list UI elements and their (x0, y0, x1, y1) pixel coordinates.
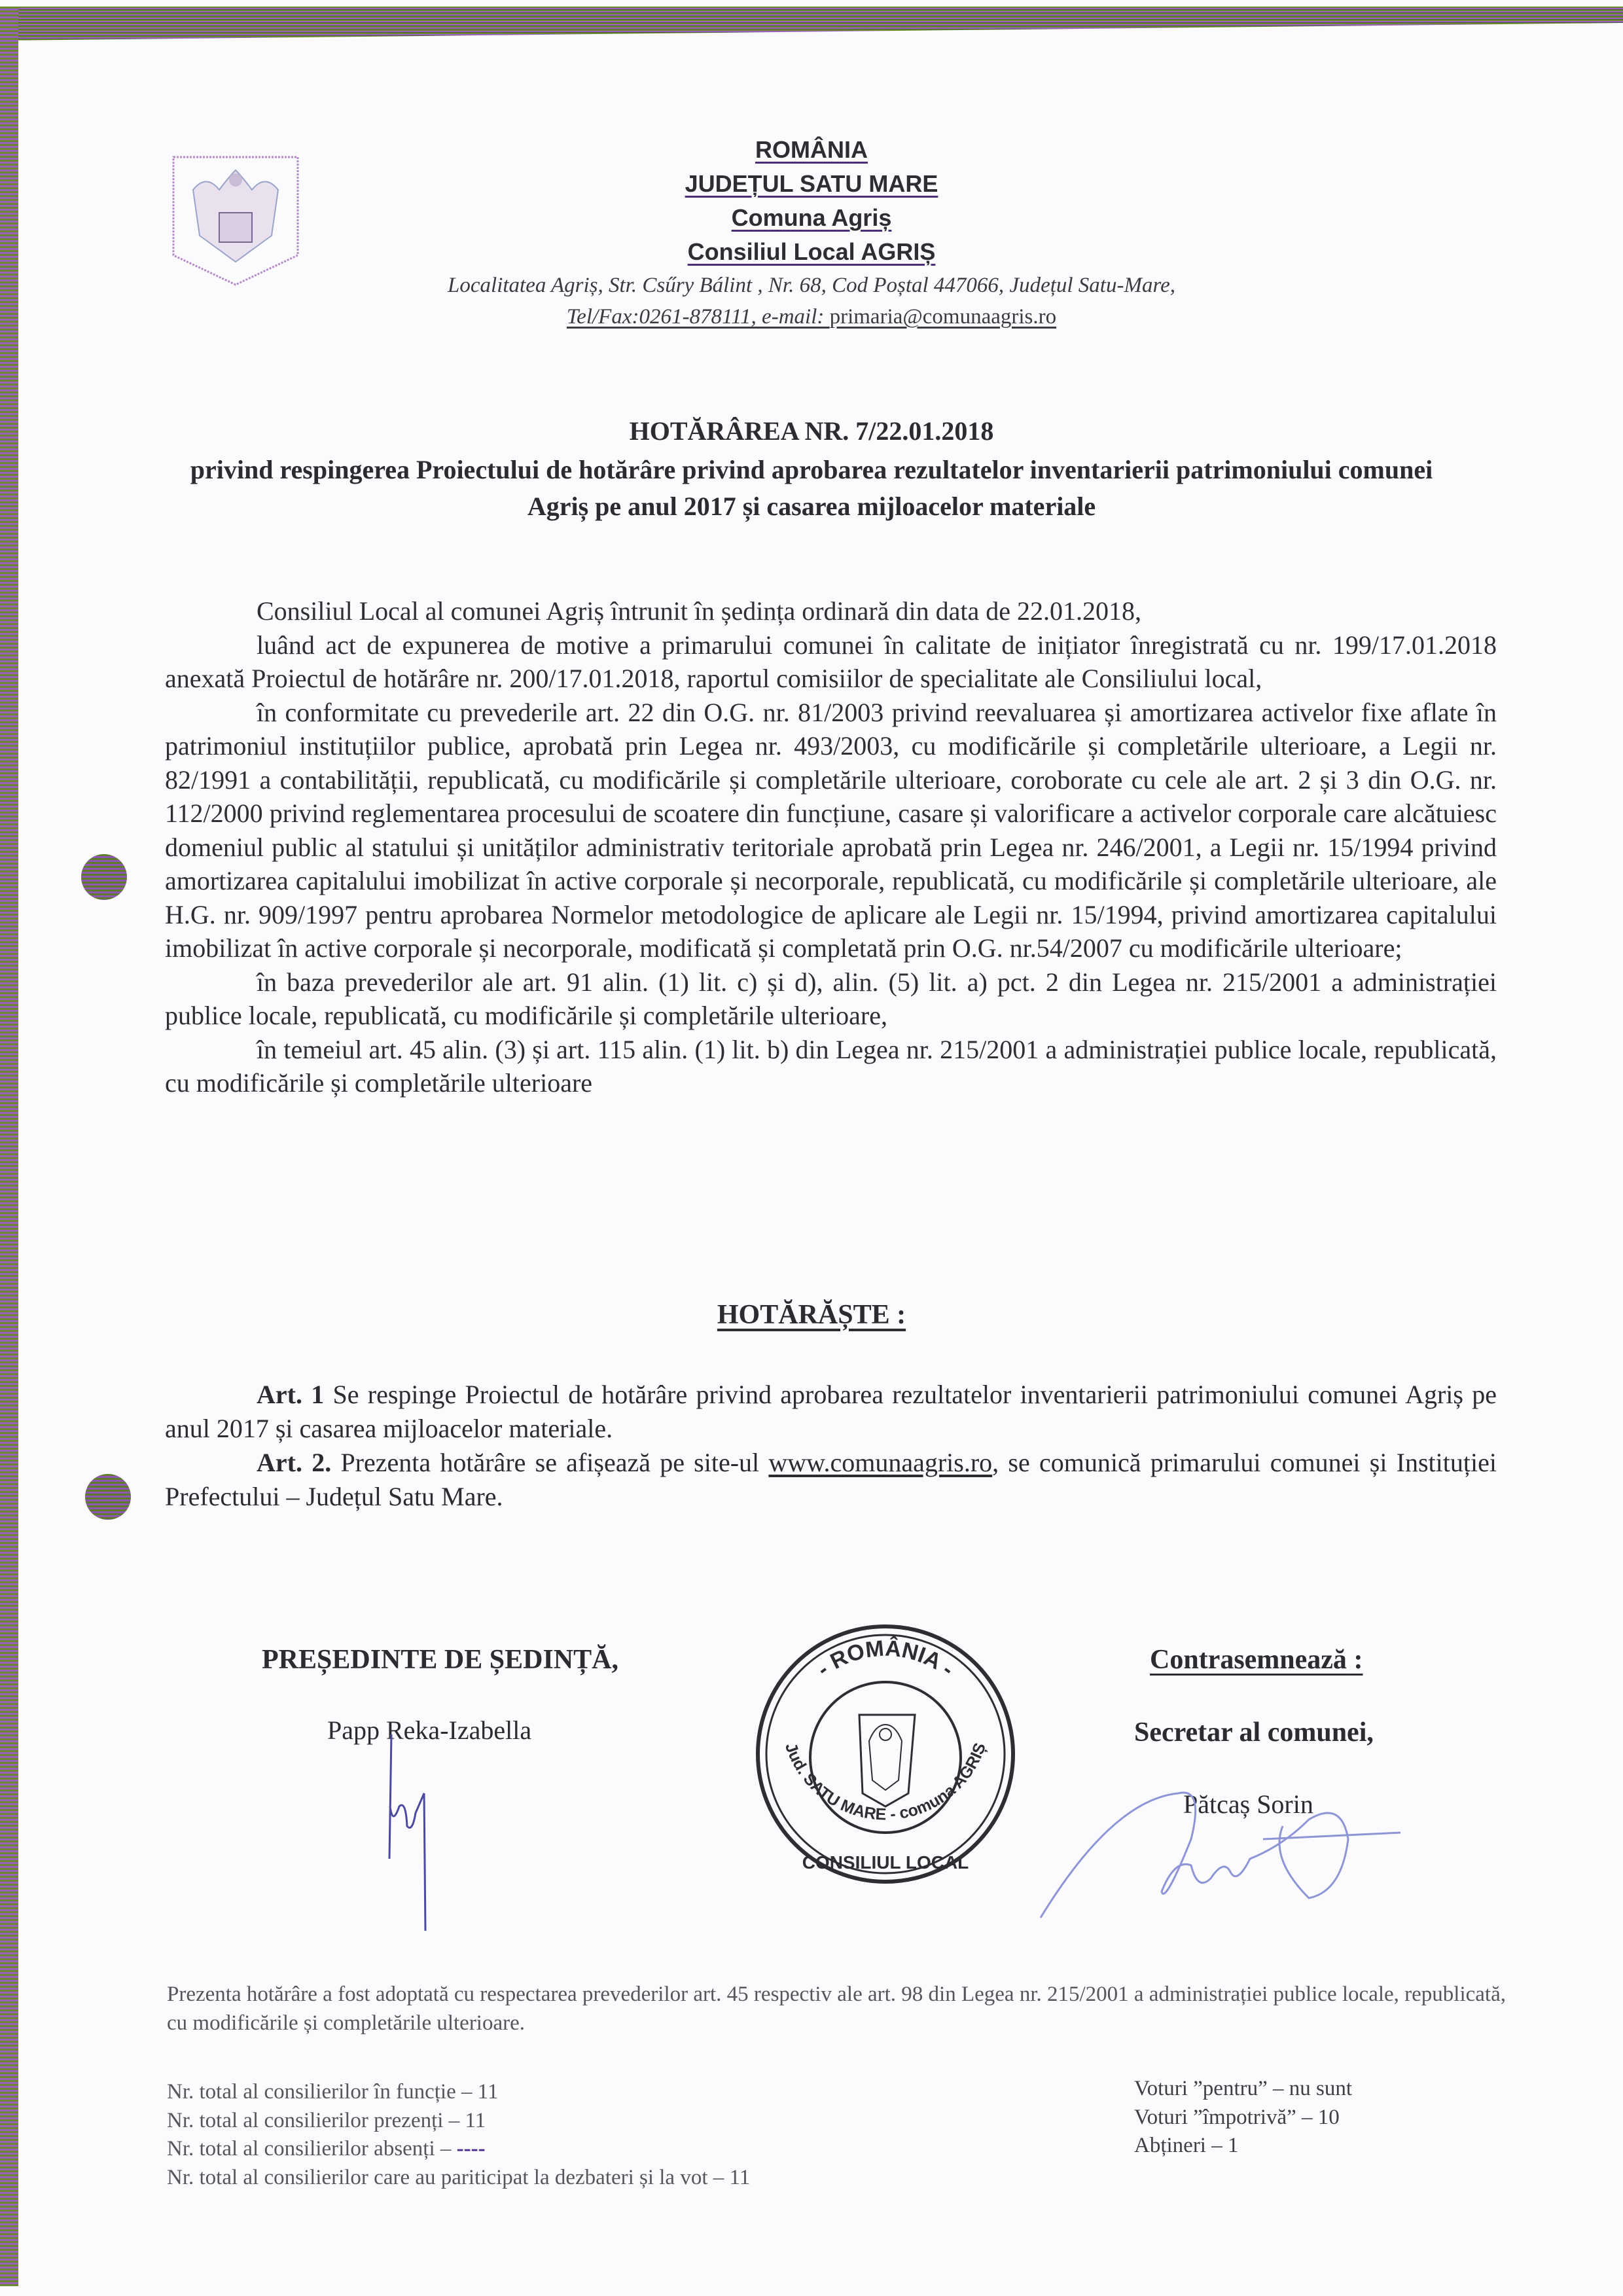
scan-edge-left (0, 7, 18, 2286)
scan-edge-top (0, 7, 1623, 41)
preamble-paragraph: în conformitate cu prevederile art. 22 din O.G. nr. 81/2003 privind reevaluarea și amortizarea activelor fixe aflate în patrimoniul instituțiilor publice, aprobată prin Legea nr. 493/2003, cu modificările și completările ulterioare, a Legii nr. 82/1991 a contabilității, republicată, cu modificările și completările ulterioare, coroborate cu cele ale art. 2 și 3 din O.G. nr. 112/2000 privind reglementarea procesului de scoatere din funcțiune, casare și valorificare a activelor corporale care alcătuiesc domeniul public al statului și unităților administrativ teritoriale aprobată prin Legea nr. 246/2001, a Legii nr. 15/1994 privind amortizarea capitalului imobilizat în active corporale și necorporale, republicată, cu modificările și completările ulterioare, ale H.G. nr. 909/1997 pentru aprobarea Normelor metodologice de aplicare ale Legii nr. 15/1994, privind amortizarea capitalului imobilizat în active corporale și necorporale, modificată și completată prin O.G. nr.54/2007 cu modificările ulterioare; (165, 697, 1497, 963)
punch-hole (85, 1474, 131, 1520)
president-signature-icon (373, 1728, 452, 1937)
preamble-paragraph: în baza prevederilor ale art. 91 alin. (1) lit. c) și d), alin. (5) lit. a) pct. 2 din Legea nr. 215/2001 a administrației publice locale, republicată, cu modificările și completările ulterioare, (165, 967, 1497, 1030)
header-commune: Comuna Agriș (731, 204, 892, 231)
article-label: Art. 2. (257, 1448, 332, 1477)
official-stamp-icon (741, 1610, 1029, 1898)
secretary-role: Secretar al comunei, (1134, 1717, 1374, 1748)
count-absent: Nr. total al consilierilor absenți – ---- (167, 2137, 486, 2161)
article-text: , se comunică primarului comunei și Instituției Prefectului – Județul Satu Mare. (165, 1448, 1497, 1511)
decision-title: HOTĂRÂREA NR. 7/22.01.2018 (629, 416, 994, 446)
countersign-title: Contrasemnează : (1150, 1645, 1363, 1675)
header-phone: Tel/Fax:0261-878111, e-mail: (566, 305, 830, 329)
website-link[interactable]: www.comunaagris.ro (768, 1448, 993, 1477)
header-council: Consiliul Local AGRIȘ (687, 238, 936, 265)
header-address: Localitatea Agriș, Str. Csűry Bálint , Nr. 68, Cod Poștal 447066, Județul Satu-Mare, (448, 274, 1175, 297)
header-contact (0, 305, 1623, 329)
council-counts (167, 2078, 750, 2192)
count-in-office: Nr. total al consilierilor în funcție – 11 (167, 2080, 499, 2104)
abstentions: Abțineri – 1 (1134, 2134, 1239, 2157)
preamble (165, 594, 1497, 1100)
header-country: ROMÂNIA (755, 136, 868, 163)
article-label: Art. 1 (257, 1380, 325, 1409)
punch-hole (81, 854, 127, 900)
article-text: Prezenta hotărâre se afișează pe site-ul (331, 1448, 769, 1477)
article-text: Se respinge Proiectul de hotărâre privind aprobarea rezultatelor inventarierii patrimoniului comunei Agriș pe anul 2017 și casarea mijloacelor materiale. (165, 1380, 1497, 1443)
president-title: PREȘEDINTE DE ȘEDINȚĂ, (262, 1645, 618, 1675)
articles (165, 1378, 1497, 1514)
count-voted: Nr. total al consilierilor care au pariticipat la dezbateri și la vot – 11 (167, 2165, 751, 2189)
article-1 (165, 1378, 1497, 1446)
votes-against: Voturi ”împotrivă” – 10 (1134, 2105, 1340, 2129)
count-present: Nr. total al consilierilor prezenți – 11 (167, 2108, 486, 2132)
svg-text:Jud. SATU MARE - comuna AGRIȘ: Jud. SATU MARE - comuna AGRIȘ (781, 1740, 990, 1824)
article-2 (165, 1446, 1497, 1514)
svg-text:CONSILIUL LOCAL: CONSILIUL LOCAL (802, 1852, 969, 1873)
preamble-paragraph: luând act de expunerea de motive a primarului comunei în calitate de inițiator înregistrată cu nr. 199/17.01.2018 anexată Proiectul de hotărâre nr. 200/17.01.2018, raportul comisiilor de specialitate ale Consiliului local, (165, 630, 1497, 693)
preamble-paragraph: în temeiul art. 45 alin. (3) și art. 115 alin. (1) lit. b) din Legea nr. 215/2001 a administrației publice locale, republicată, cu modificările și completările ulterioare (165, 1034, 1497, 1098)
secretary-name: Pătcaș Sorin (1183, 1789, 1313, 1819)
votes-for: Voturi ”pentru” – nu sunt (1134, 2077, 1353, 2100)
decides-heading: HOTĂRĂȘTE : (717, 1300, 906, 1330)
vote-results (1134, 2075, 1352, 2161)
header-county: JUDEȚUL SATU MARE (685, 170, 938, 197)
header-email-link[interactable]: primaria@comunaagris.ro (829, 305, 1057, 329)
adoption-note: Prezenta hotărâre a fost adoptată cu respectarea prevederilor art. 45 respectiv ale art. 98 din Legea nr. 215/2001 a administrației publice locale, republicată, cu modificările și completările ulterioare. (167, 1982, 1506, 2035)
secretary-signature-icon (1034, 1761, 1414, 1931)
svg-text:- ROMÂNIA -: - ROMÂNIA - (812, 1636, 959, 1682)
president-name: Papp Reka-Izabella (327, 1715, 532, 1745)
decision-subtitle: privind respingerea Proiectului de hotărâre privind aprobarea rezultatelor inventarierii patrimoniului comunei Agriș pe anul 2017 și casarea mijloacelor materiale (190, 455, 1433, 521)
preamble-paragraph: Consiliul Local al comunei Agriș întrunit în ședința ordinară din data de 22.01.2018, (257, 596, 1141, 626)
